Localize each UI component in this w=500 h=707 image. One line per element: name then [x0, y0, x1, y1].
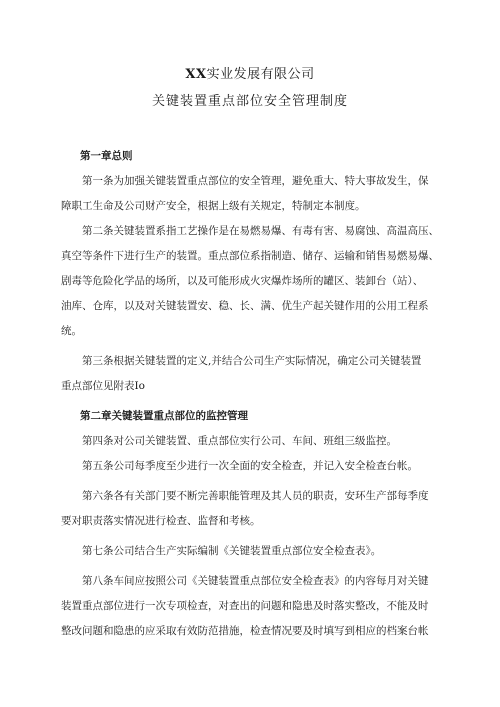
- article-8-line: 第八条车间应按照公司《关键装置重点部位安全检查表》的内容每月对关键: [82, 575, 429, 587]
- article-8-line: 整改问题和隐患的应采取有效防范措施，检查情况要及时填写到相应的档案台帐: [61, 625, 429, 637]
- article-2-line: 第二条关键装置系指工艺操作是在易燃易爆、有毒有害、易腐蚀、高温高压、: [82, 225, 439, 237]
- document-title: 关键装置重点部位安全管理制度: [151, 94, 348, 109]
- chapter-1-heading: 第一章总则: [80, 150, 133, 162]
- article-2-line: 真空等条件下进行生产的装置。重点部位系指制造、储存、运输和销售易燃易爆、: [61, 250, 439, 262]
- article-2-line: 统。: [61, 325, 82, 337]
- article-2-line: 剧毒等危险化学品的场所，以及可能形成火灾爆炸场所的罐区、装卸台（站）、: [61, 275, 424, 287]
- article-1-line: 障职工生命及公司财产安全，根据上级有关规定，特制定本制度。: [61, 200, 366, 212]
- article-3-line: 第三条根据关键装置的定义,并结合公司生产实际情况，确定公司关键装置: [82, 355, 422, 367]
- article-1: [61, 173, 453, 214]
- chapter-2-heading: 第二章关键装置重点部位的监控管理: [80, 410, 248, 422]
- article-6-line: 第六条各有关部门要不断完善职能管理及其人员的职责，安环生产部每季度: [82, 490, 429, 502]
- article-5: 第五条公司每季度至少进行一次全面的安全检查，并记入安全检查台帐。: [82, 460, 418, 472]
- company-prefix: XX: [185, 67, 207, 82]
- article-3-line: 重点部位见附表Io: [61, 380, 145, 392]
- article-1-line: 第一条为加强关键装置重点部位的安全管理，避免重大、特大事故发生，保: [82, 175, 429, 187]
- article-2: [61, 223, 453, 339]
- article-3: [61, 353, 453, 394]
- article-7: 第七条公司结合生产实际编制《关键装置重点部位安全检查表》。: [82, 545, 382, 557]
- document-body: [61, 148, 453, 639]
- article-2-line: 油库、仓库，以及对关键装置安、稳、长、满、优生产起关键作用的公用工程系: [61, 300, 429, 312]
- article-4: 第四条对公司关键装置、重点部位实行公司、车间、班组三级监控。: [82, 435, 397, 447]
- article-6-line: 要对职责落实情况进行检查、监督和考核。: [61, 515, 261, 527]
- article-6: [61, 488, 453, 529]
- article-8: [61, 573, 453, 639]
- company-name: 实业发展有限公司: [206, 67, 315, 82]
- company-title: [0, 66, 500, 84]
- article-8-line: 装置重点部位进行一次专项检查，对查出的问题和隐患及时落实整改，不能及时: [61, 600, 429, 612]
